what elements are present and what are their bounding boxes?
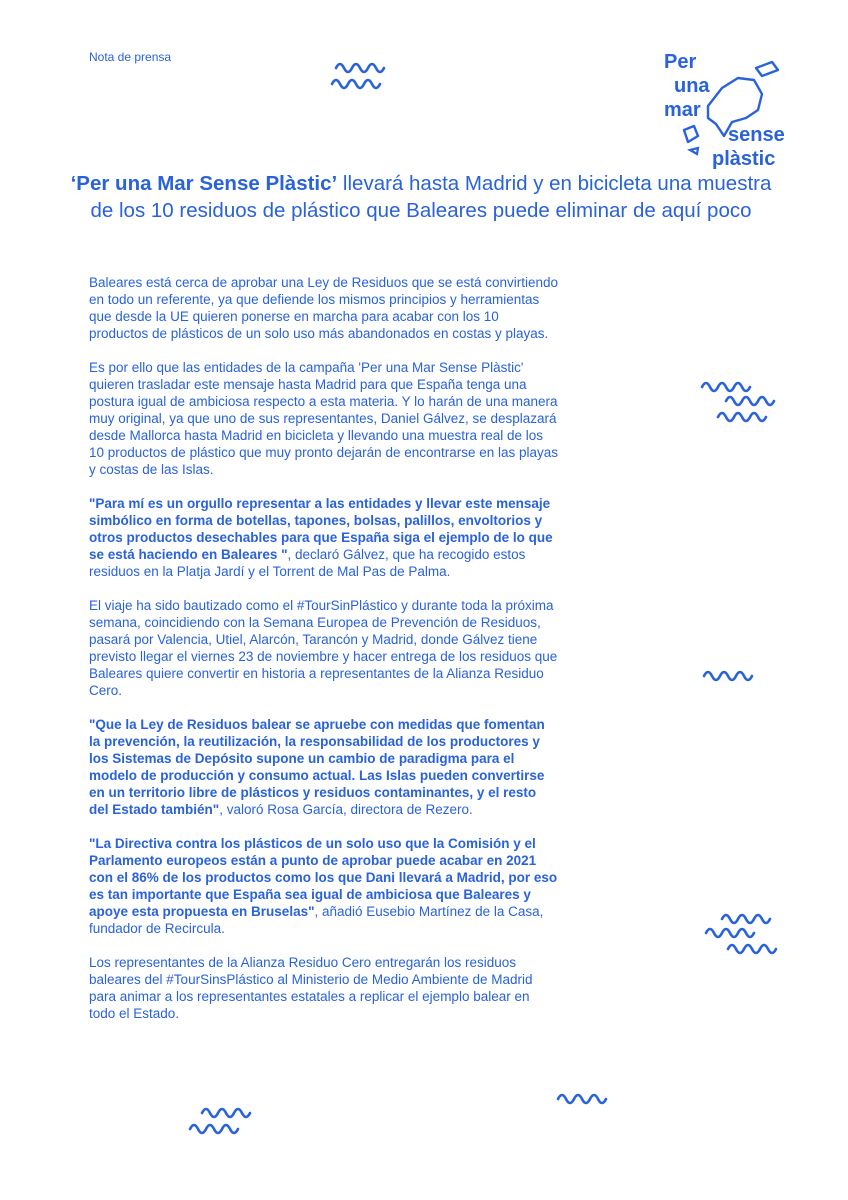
wave-icon-bottom-right <box>556 1088 612 1110</box>
logo-text-plastic: plàstic <box>712 148 776 170</box>
quote-galvez: "Para mí es un orgullo representar a las entidades y llevar este mensaje simbólico en forma de botellas, tapones, bolsas, palillos, envoltorios y otros productos desechables para que España siga el ejemplo de lo que se está haciendo en Baleares " <box>89 496 553 562</box>
wave-icon-right-2 <box>702 664 758 686</box>
press-release-label: Nota de prensa <box>89 50 172 64</box>
paragraph-martinez-quote <box>89 835 559 937</box>
quote-garcia: "Que la Ley de Residuos balear se apruebe con medidas que fomentan la prevención, la reutilización, la responsabilidad de los productores y los Sistemas de Depósito supone un cambio de paradigma para el modelo de producción y consumo actual. Las Islas pueden convertirse en un territorio libre de plásticos y residuos contaminantes, y el resto del Estado también" <box>89 717 545 817</box>
wave-icon-bottom-left <box>188 1104 254 1140</box>
quote-galvez-attribution: , declaró Gálvez, que ha recogido estos residuos en la Platja Jardí y el Torrent de Mal Pas de Palma. <box>89 547 526 579</box>
paragraph-tour: El viaje ha sido bautizado como el #TourSinPlástico y durante toda la próxima semana, coincidiendo con la Semana Europea de Prevención de Residuos, pasará por Valencia, Utiel, Alarcón, Tarancón y Madrid, donde Gálvez tiene previsto llegar el viernes 23 de noviembre y hacer entrega de los residuos que Baleares quiere convertir en historia a representantes de la Alianza Residuo Cero. <box>89 598 558 698</box>
headline-bold: ‘Per una Mar Sense Plàstic’ <box>70 172 338 195</box>
formentera-island-icon <box>690 148 698 154</box>
wave-icon-right-3 <box>700 910 780 960</box>
headline <box>60 170 782 224</box>
paragraph-intro: Baleares está cerca de aprobar una Ley de Residuos que se está convirtiendo en todo un referente, ya que defiende los mismos principios y herramientas que desde la UE quieren ponerse en marcha para acabar con los 10 productos de plásticos de un solo uso más abandonados en costas y playas. <box>89 275 559 341</box>
logo-text-per: Per <box>664 51 697 73</box>
quote-martinez: "La Directiva contra los plásticos de un solo uso que la Comisión y el Parlamento europeos están a punto de aprobar puede acabar en 2021 con el 86% de los productos como los que Dani llevará a Madrid, por eso es tan importante que España sea igual de ambiciosa que Baleares y apoye esta propuesta en Bruselas" <box>89 836 558 919</box>
logo-text-sense: sense <box>728 124 785 146</box>
menorca-island-icon <box>756 62 778 76</box>
logo-text-una: una <box>674 75 710 97</box>
wave-icon-top <box>330 60 390 92</box>
paragraph-campaign: Es por ello que las entidades de la campaña 'Per una Mar Sense Plàstic' quieren trasladar este mensaje hasta Madrid para que España tenga una postura igual de ambiciosa respecto a esta materia. Y lo harán de una manera muy original, ya que uno de sus representantes, Daniel Gálvez, se desplazará desde Mallorca hasta Madrid en bicicleta y llevando una muestra real de los 10 productos de plástico que muy pronto dejarán de encontrarse en las playas y costas de las Islas. <box>89 360 559 477</box>
quote-martinez-attribution: , añadió Eusebio Martínez de la Casa, fundador de Recircula. <box>89 904 544 936</box>
paragraph-garcia-quote <box>89 716 559 818</box>
ibiza-island-icon <box>684 126 698 142</box>
paragraph-closing: Los representantes de la Alianza Residuo Cero entregarán los residuos baleares del #TourSinsPlástico al Ministerio de Medio Ambiente de Madrid para animar a los representantes estatales a replicar el ejemplo balear en todo el Estado. <box>89 955 533 1021</box>
campaign-logo <box>650 44 800 172</box>
paragraph-galvez-quote <box>89 495 559 580</box>
logo-text-mar: mar <box>664 99 701 121</box>
quote-garcia-attribution: , valoró Rosa García, directora de Rezero. <box>219 802 473 817</box>
headline-rest: llevará hasta Madrid y en bicicleta una muestra de los 10 residuos de plástico que Baleares puede eliminar de aquí poco <box>90 172 772 222</box>
article-body <box>89 274 559 1039</box>
wave-icon-right-1 <box>700 378 780 428</box>
